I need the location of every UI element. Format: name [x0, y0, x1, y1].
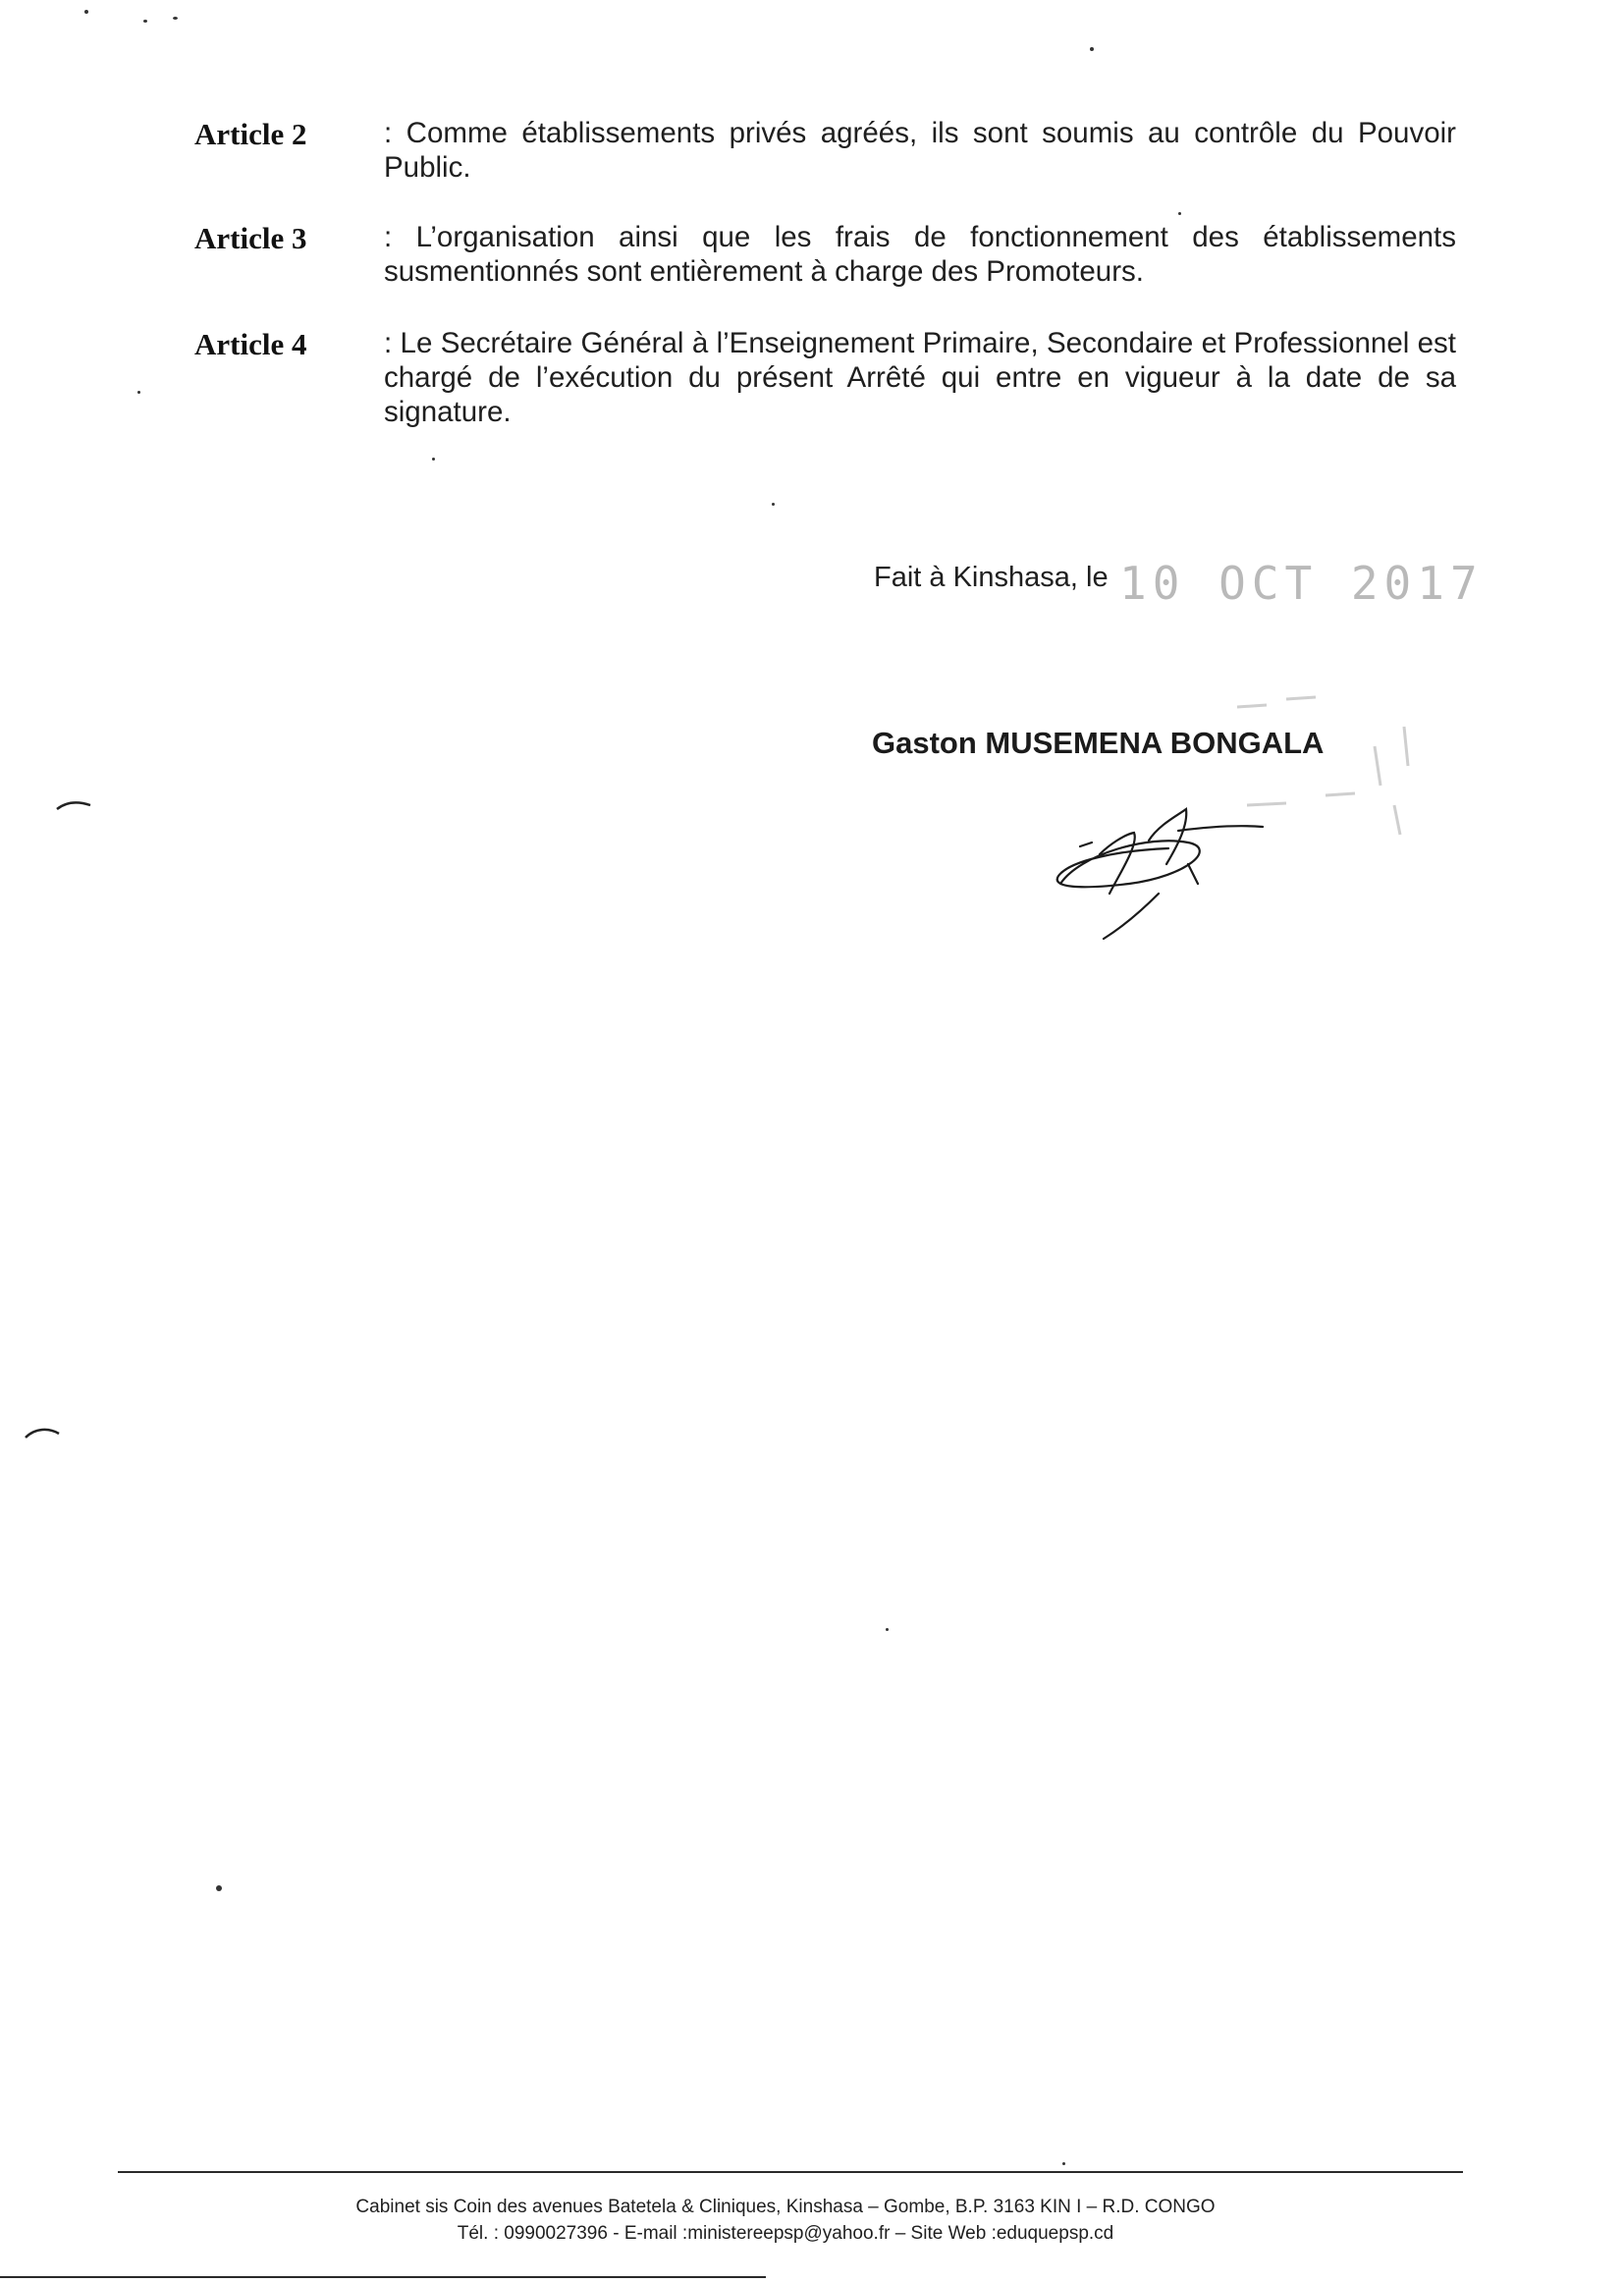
footer	[196, 2194, 1375, 2247]
footer-address: Cabinet sis Coin des avenues Batetela & Cliniques, Kinshasa – Gombe, B.P. 3163 KIN I – R.D. CONGO	[355, 2197, 1216, 2217]
scan-speck	[772, 503, 775, 506]
article-label: Article 4	[194, 327, 307, 361]
scan-speck	[432, 458, 435, 461]
place-date-line: Fait à Kinshasa, le	[874, 562, 1109, 593]
scan-mark	[24, 1424, 63, 1443]
scan-speck	[84, 10, 88, 14]
stamped-date: 10 OCT 2017	[1119, 557, 1484, 610]
footer-divider	[118, 2171, 1463, 2173]
scan-speck	[143, 20, 147, 23]
scan-speck	[886, 1628, 889, 1631]
signatory-name: Gaston MUSEMENA BONGALA	[872, 726, 1325, 760]
signature-mark	[1041, 786, 1276, 943]
scan-mark	[55, 797, 94, 813]
scan-speck	[173, 17, 178, 20]
scan-speck	[1090, 47, 1094, 51]
article-label: Article 3	[194, 221, 307, 255]
page-bottom-divider	[0, 2276, 766, 2278]
footer-contact: Tél. : 0990027396 - E-mail :ministereepsp@yahoo.fr – Site Web :eduquepsp.cd	[457, 2223, 1114, 2244]
article-text: : L’organisation ainsi que les frais de fonctionnement des établissements susmentionnés sont entièrement à charge des Promoteurs.	[384, 221, 1456, 288]
scan-speck	[216, 1885, 222, 1891]
article-text: : Le Secrétaire Général à l’Enseignement Primaire, Secondaire et Professionnel est chargé de l’exécution du présent Arrêté qui entre en vigueur à la date de sa signature.	[384, 327, 1456, 428]
scan-speck	[137, 391, 140, 394]
article-text: : Comme établissements privés agréés, ils sont soumis au contrôle du Pouvoir Public.	[384, 117, 1456, 184]
scan-speck	[1178, 212, 1181, 215]
article-label: Article 2	[194, 117, 307, 151]
scan-speck	[1062, 2162, 1065, 2165]
